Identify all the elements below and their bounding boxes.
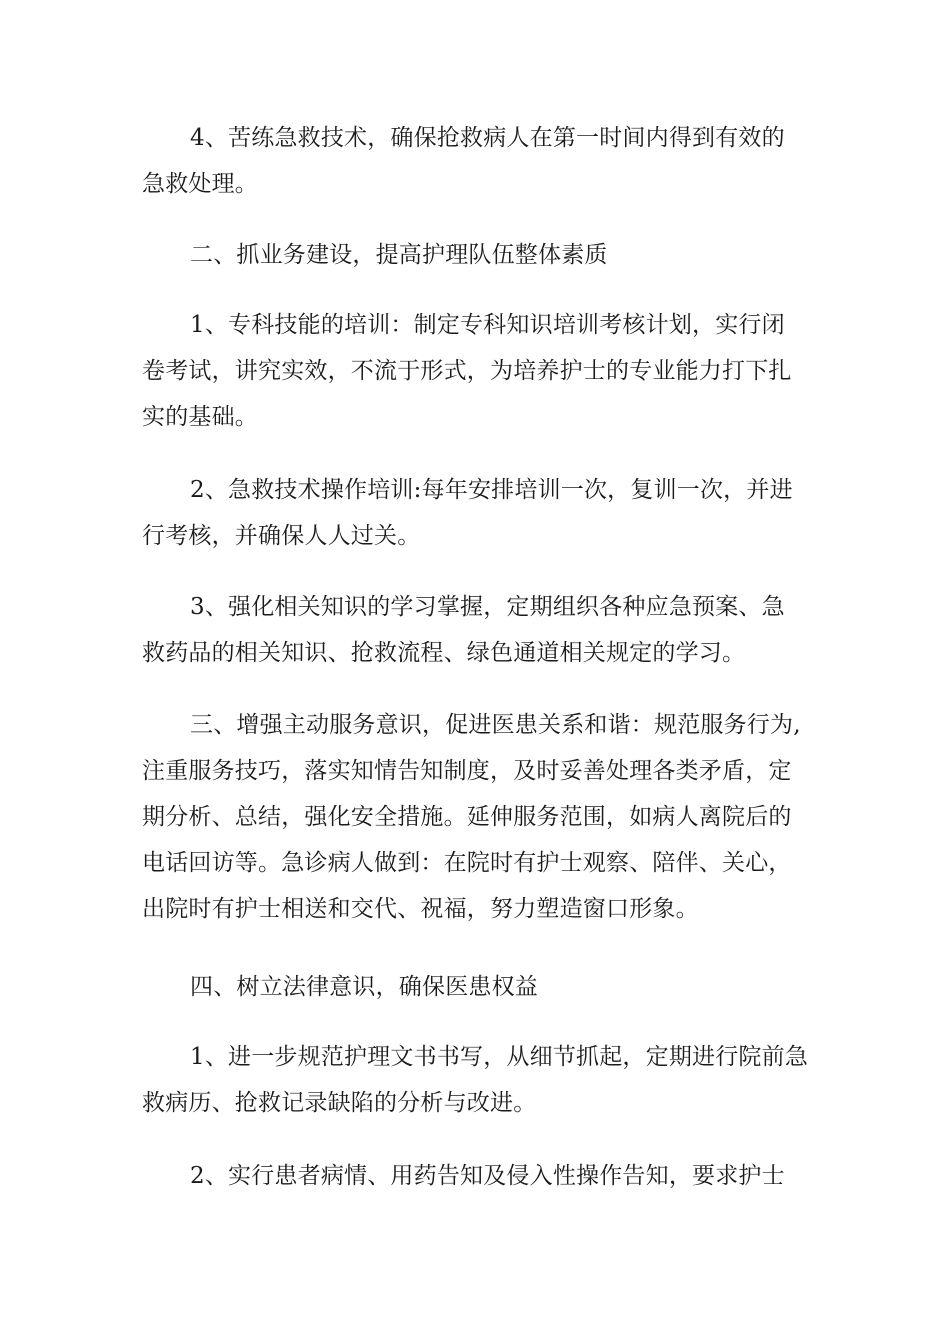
text-line: 救病历、抢救记录缺陷的分析与改进。 bbox=[142, 1090, 537, 1116]
text-line: 行考核，并确保人人过关。 bbox=[142, 523, 421, 549]
paragraph-emergency-skills bbox=[142, 115, 812, 207]
text-line: 电话回访等。急诊病人做到：在院时有护士观察、陪伴、关心， bbox=[142, 850, 792, 876]
paragraph-emergency-training bbox=[142, 467, 812, 559]
paragraph-knowledge-mastery bbox=[142, 584, 812, 676]
section-heading-4 bbox=[142, 964, 812, 1010]
text-line: 急救处理。 bbox=[142, 171, 258, 197]
text-line: 二、抓业务建设，提高护理队伍整体素质 bbox=[190, 242, 608, 268]
text-line: 1、专科技能的培训：制定专科知识培训考核计划，实行闭 bbox=[190, 312, 785, 338]
text-line: 卷考试，讲究实效，不流于形式，为培养护士的专业能力打下扎 bbox=[142, 358, 792, 384]
section-heading-2 bbox=[142, 232, 812, 278]
text-line: 1、进一步规范护理文书书写，从细节抓起，定期进行院前急 bbox=[190, 1044, 809, 1070]
text-line: 2、实行患者病情、用药告知及侵入性操作告知，要求护士 bbox=[190, 1163, 785, 1189]
text-line: 3、强化相关知识的学习掌握，定期组织各种应急预案、急 bbox=[190, 594, 785, 620]
section-heading-3 bbox=[142, 702, 812, 932]
text-line: 2、急救技术操作培训:每年安排培训一次，复训一次，并进 bbox=[190, 477, 793, 503]
text-line: 出院时有护士相送和交代、祝福，努力塑造窗口形象。 bbox=[142, 896, 699, 922]
paragraph-documentation bbox=[142, 1034, 812, 1126]
paragraph-informed-consent bbox=[142, 1153, 812, 1199]
text-line: 实的基础。 bbox=[142, 404, 258, 430]
text-line: 4、苦练急救技术，确保抢救病人在第一时间内得到有效的 bbox=[190, 125, 785, 151]
text-line: 期分析、总结，强化安全措施。延伸服务范围，如病人离院后的 bbox=[142, 804, 792, 830]
text-line: 救药品的相关知识、抢救流程、绿色通道相关规定的学习。 bbox=[142, 640, 746, 666]
paragraph-specialty-training bbox=[142, 302, 812, 440]
text-line: 四、树立法律意识，确保医患权益 bbox=[190, 974, 538, 1000]
text-line: 三、增强主动服务意识，促进医患关系和谐：规范服务行为, bbox=[190, 712, 801, 738]
text-line: 注重服务技巧，落实知情告知制度，及时妥善处理各类矛盾，定 bbox=[142, 758, 792, 784]
